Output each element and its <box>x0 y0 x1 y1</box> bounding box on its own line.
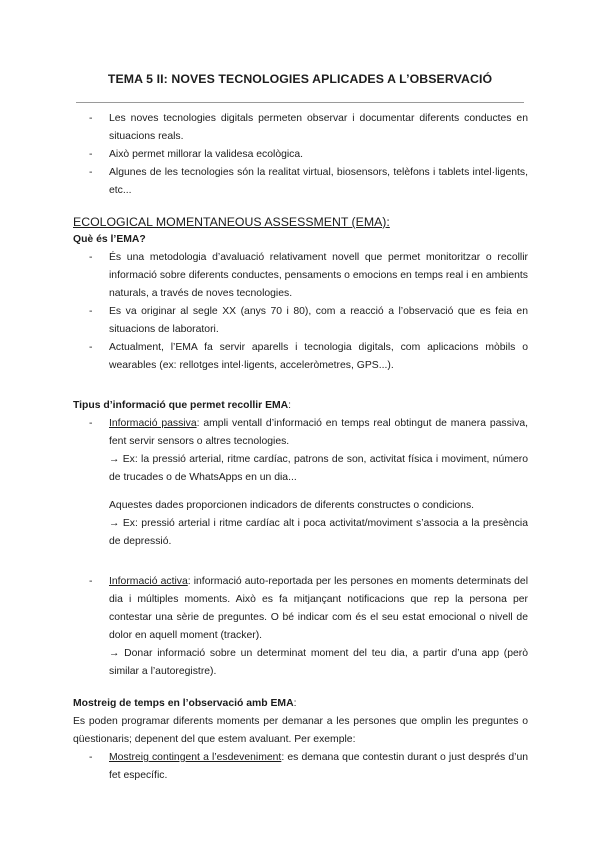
list-item: - Es va originar al segle XX (anys 70 i 80), com a reacció a l’observació que es feia en situacions de laboratori. <box>73 303 528 339</box>
passive-info-text: : ampli ventall d’informació en temps real obtingut de manera passiva, fent servir sensors o altres tecnologies. <box>109 418 528 447</box>
list-item-active-info <box>73 573 528 645</box>
active-info-text: : informació auto-reportada per les persones en moments determinats del dia i múltiples moments. Això es fa mitjançant notificacions que rep la persona per contestar una sèrie de preguntes. O bé indicar com és el seu estat emocional o nivell de dolor en aquell moment (tracker). <box>109 576 528 641</box>
list-item: - Actualment, l’EMA fa servir aparells i tecnologia digitals, com aplicacions mòbils o wearables (ex: rellotges intel·ligents, acceleròmetres, GPS...). <box>73 339 528 375</box>
passive-info-example-2: → Ex: pressió arterial i ritme cardíac alt i poca activitat/moviment s’associa a la presència de depressió. <box>109 518 528 547</box>
title-divider <box>76 102 524 103</box>
mostreig-paragraph: Es poden programar diferents moments per demanar a les persones que omplin les preguntes o qüestionaris; depenent del que estem avaluant. Per exemple: <box>73 716 528 745</box>
event-sampling-term: Mostreig contingent a l’esdeveniment <box>109 752 282 763</box>
page-title: TEMA 5 II: NOVES TECNOLOGIES APLICADES A L’OBSERVACIÓ <box>107 72 493 86</box>
document-body <box>73 110 528 785</box>
passive-info-term: Informació passiva <box>109 418 197 429</box>
mostreig-heading-text: Mostreig de temps en l’observació amb EMA <box>73 698 294 709</box>
tipus-heading-colon: : <box>288 400 292 411</box>
ema-question-heading: Què és l’EMA? <box>73 234 146 245</box>
tipus-heading-text: Tipus d’informació que permet recollir EMA <box>73 400 289 411</box>
passive-info-note: Aquestes dades proporcionen indicadors de diferents constructes o condicions. <box>109 500 475 511</box>
list-item: - Les noves tecnologies digitals permeten observar i documentar diferents conductes en situacions reals. <box>73 110 528 146</box>
list-item: - Això permet millorar la validesa ecològica. <box>73 146 528 164</box>
mostreig-heading-colon: : <box>293 698 297 709</box>
ema-section-heading: ECOLOGICAL MOMENTANEOUS ASSESSMENT (EMA): <box>73 215 390 229</box>
list-item: - Algunes de les tecnologies són la realitat virtual, biosensors, telèfons i tablets intel·ligents, etc... <box>73 164 528 200</box>
active-info-example: → Donar informació sobre un determinat moment del teu dia, a partir d’una app (però similar a l’autoregistre). <box>109 648 528 677</box>
active-info-term: Informació activa <box>109 576 188 587</box>
ema-list <box>73 249 528 375</box>
mostreig-heading <box>73 695 528 713</box>
event-sampling-text: : es demana que contestin durant o just després d’un fet específic. <box>109 752 528 781</box>
list-item: - És una metodologia d’avaluació relativament novell que permet monitoritzar o recollir informació sobre diferents conductes, pensaments o emocions en temps real i en ambients naturals, a través de noves tecnologies. <box>73 249 528 303</box>
tipus-heading <box>73 397 528 415</box>
passive-info-example: → Ex: la pressió arterial, ritme cardíac, patrons de son, activitat física i moviment, número de trucades o de WhatsApps en un dia... <box>109 454 528 483</box>
list-item-event-sampling <box>73 749 528 785</box>
intro-list <box>73 110 528 200</box>
list-item-passive-info <box>73 415 528 451</box>
